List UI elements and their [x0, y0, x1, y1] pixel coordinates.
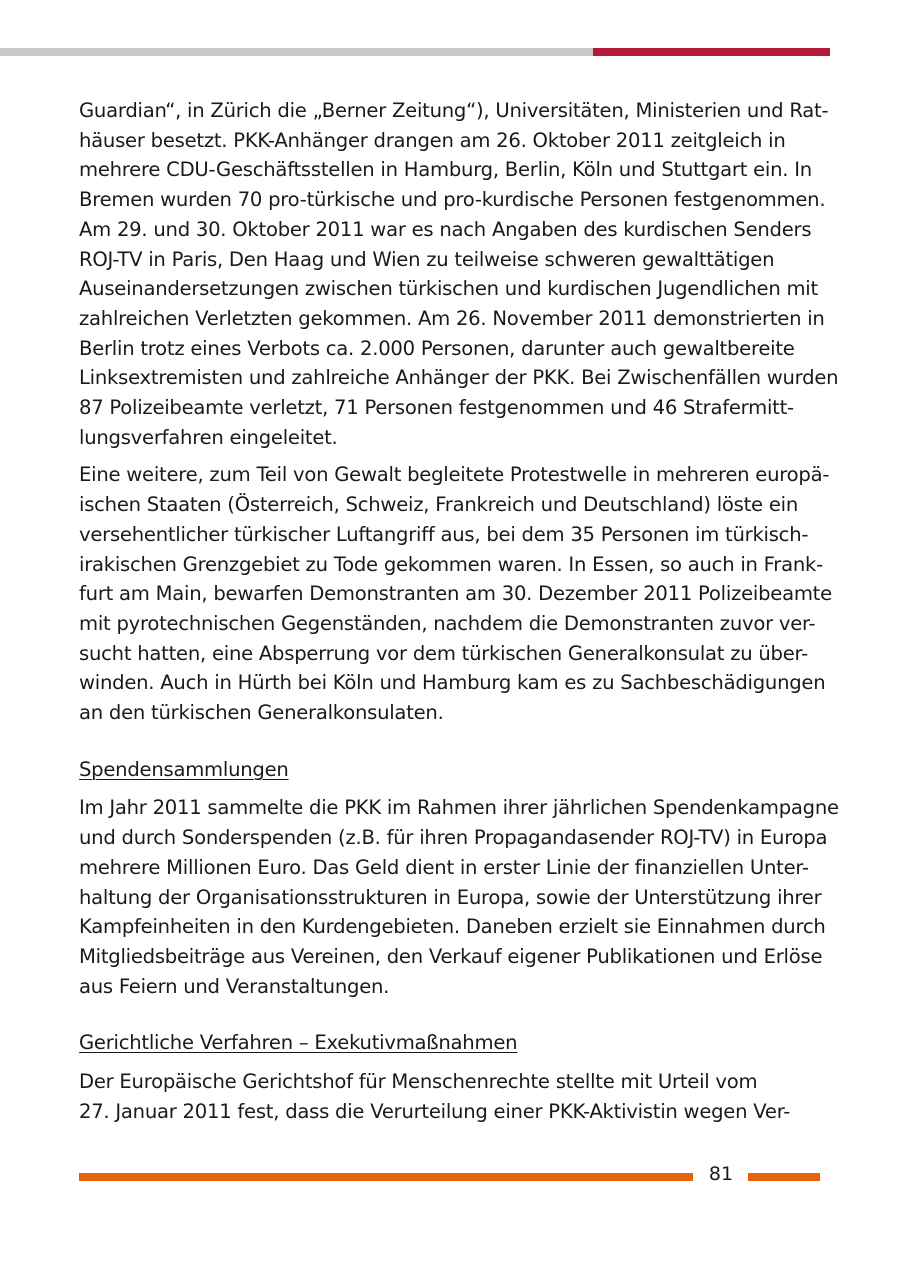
text-line: 87 Polizeibeamte verletzt, 71 Personen festgenommen und 46 Strafermitt- [79, 396, 794, 420]
section-heading-gerichtliche-verfahren: Gerichtliche Verfahren – Exekutivmaßnahmen [79, 1031, 518, 1055]
text-line: 27. Januar 2011 fest, dass die Verurteilung einer PKK-Aktivistin wegen Ver- [79, 1099, 791, 1123]
section-spacer [79, 728, 824, 755]
text-line: mehrere CDU-Geschäftsstellen in Hamburg, Berlin, Köln und Stuttgart ein. In [79, 158, 812, 182]
text-line: Am 29. und 30. Oktober 2011 war es nach Angaben des kurdischen Senders [79, 217, 812, 241]
section-spacer [79, 1058, 824, 1067]
text-line: mit pyrotechnischen Gegenständen, nachdem die Demonstranten zuvor ver- [79, 611, 816, 635]
footer-rule-right [748, 1173, 820, 1181]
text-line: häuser besetzt. PKK-Anhänger drangen am 26. Oktober 2011 zeitgleich in [79, 128, 786, 152]
text-line: Guardian“, in Zürich die „Berner Zeitung“), Universitäten, Ministerien und Rat- [79, 99, 829, 122]
text-line: Auseinandersetzungen zwischen türkischen und kurdischen Jugendlichen mit [79, 277, 818, 301]
text-line: mehrere Millionen Euro. Das Geld dient in erster Linie der finanziellen Unter- [79, 855, 809, 879]
text-line: haltung der Organisationsstrukturen in Europa, sowie der Unterstützung ihrer [79, 885, 822, 909]
text-line: lungsverfahren eingeleitet. [79, 425, 338, 449]
text-line: Mitgliedsbeiträge aus Vereinen, den Verkauf eigener Publikationen und Erlöse [79, 944, 823, 968]
paragraph-spacer [79, 452, 824, 460]
section-spacer [79, 1001, 824, 1028]
text-line: ischen Staaten (Österreich, Schweiz, Frankreich und Deutschland) löste ein [79, 493, 799, 517]
text-line: Berlin trotz eines Verbots ca. 2.000 Personen, darunter auch gewaltbereite [79, 336, 795, 360]
text-line: Linksextremisten und zahlreiche Anhänger der PKK. Bei Zwischenfällen wurden [79, 366, 839, 390]
text-line: versehentlicher türkischer Luftangriff aus, bei dem 35 Personen im türkisch- [79, 522, 809, 546]
paragraph [79, 793, 839, 1001]
section-heading-spendensammlungen: Spendensammlungen [79, 757, 289, 781]
text-line: Kampfeinheiten in den Kurdengebieten. Daneben erzielt sie Einnahmen durch [79, 915, 826, 939]
paragraph [79, 460, 832, 727]
text-line: zahlreichen Verletzten gekommen. Am 26. November 2011 demonstrierten in [79, 306, 825, 330]
paragraph [79, 1067, 824, 1126]
text-line: Im Jahr 2011 sammelte die PKK im Rahmen ihrer jährlichen Spendenkampagne [79, 796, 839, 820]
text-line: furt am Main, bewarfen Demonstranten am 30. Dezember 2011 Polizeibeamte [79, 582, 832, 606]
text-line: ROJ-TV in Paris, Den Haag und Wien zu teilweise schweren gewalttätigen [79, 247, 775, 271]
paragraph [79, 96, 839, 452]
text-line: winden. Auch in Hürth bei Köln und Hamburg kam es zu Sachbeschädigungen [79, 671, 826, 695]
text-line: an den türkischen Generalkonsulaten. [79, 701, 444, 725]
section-spacer [79, 784, 824, 793]
header-rule-gray [0, 48, 596, 56]
header-rule-red [593, 48, 830, 56]
text-line: aus Feiern und Veranstaltungen. [79, 974, 390, 998]
text-line: Bremen wurden 70 pro-türkische und pro-kurdische Personen festgenommen. [79, 188, 826, 212]
text-line: und durch Sonderspenden (z.B. für ihren Propagandasender ROJ-TV) in Europa [79, 826, 828, 850]
page-body [79, 96, 839, 1127]
text-line: Der Europäische Gerichtshof für Menschenrechte stellte mit Urteil vom [79, 1070, 758, 1094]
text-line: sucht hatten, eine Absperrung vor dem türkischen Generalkonsulat zu über- [79, 641, 808, 665]
footer-rule-left [79, 1173, 693, 1181]
text-line: irakischen Grenzgebiet zu Tode gekommen waren. In Essen, so auch in Frank- [79, 552, 823, 576]
page-number: 81 [708, 1163, 734, 1185]
text-line: Eine weitere, zum Teil von Gewalt begleitete Protestwelle in mehreren europä- [79, 463, 830, 487]
